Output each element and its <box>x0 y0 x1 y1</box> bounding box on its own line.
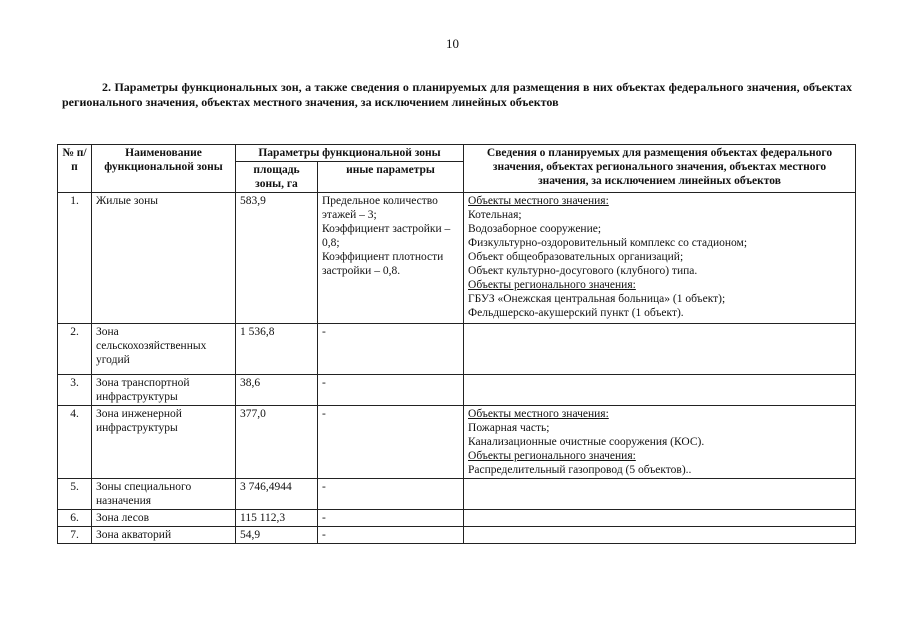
zone-name: Зона акваторий <box>92 527 236 544</box>
table-row <box>58 375 856 406</box>
planned-objects <box>464 193 856 324</box>
zone-area: 3 746,4944 <box>236 479 318 510</box>
object-item: Котельная; <box>468 209 522 221</box>
table-row <box>58 479 856 510</box>
header-other-params: иные параметры <box>318 162 464 193</box>
table-row <box>58 527 856 544</box>
table-row <box>58 406 856 479</box>
zone-area: 54,9 <box>236 527 318 544</box>
zone-area: 1 536,8 <box>236 324 318 375</box>
object-item: Фельдшерско-акушерский пункт (1 объект). <box>468 307 684 319</box>
header-params-group: Параметры функциональной зоны <box>236 145 464 162</box>
zone-other-params: - <box>318 527 464 544</box>
row-number: 6. <box>58 510 92 527</box>
row-number: 5. <box>58 479 92 510</box>
zone-other-params: - <box>318 510 464 527</box>
planned-objects <box>464 479 856 510</box>
zone-name: Зона транспортной инфраструктуры <box>92 375 236 406</box>
planned-objects <box>464 406 856 479</box>
object-item: Объект культурно-досугового (клубного) типа. <box>468 265 698 277</box>
zone-name: Зона лесов <box>92 510 236 527</box>
local-objects-title: Объекты местного значения: <box>468 195 609 207</box>
param-line: Коэффициент плотности застройки – 0,8. <box>322 251 444 277</box>
zone-name: Зоны специального назначения <box>92 479 236 510</box>
zone-area: 38,6 <box>236 375 318 406</box>
regional-objects-title: Объекты регионального значения: <box>468 450 636 462</box>
param-line: Предельное количество этажей – 3; <box>322 195 438 221</box>
table-row <box>58 324 856 375</box>
table-header-row <box>58 145 856 162</box>
object-item: Объект общеобразовательных организаций; <box>468 251 684 263</box>
page-number: 10 <box>446 36 459 51</box>
zone-other-params <box>318 193 464 324</box>
object-item: Физкультурно-оздоровительный комплекс со стадионом; <box>468 237 748 249</box>
param-line: Коэффициент застройки – 0,8; <box>322 223 451 249</box>
zone-other-params: - <box>318 479 464 510</box>
object-item: Распределительный газопровод (5 объектов).. <box>468 464 692 476</box>
regional-objects-title: Объекты регионального значения: <box>468 279 636 291</box>
row-number: 3. <box>58 375 92 406</box>
header-planned-objects: Сведения о планируемых для размещения объектах федерального значения, объектах регионального значения, объектах местного значения, за исключением линейных объектов <box>464 145 856 193</box>
zone-name: Жилые зоны <box>92 193 236 324</box>
zones-table <box>57 144 856 544</box>
row-number: 7. <box>58 527 92 544</box>
planned-objects <box>464 324 856 375</box>
zone-name: Зона инженерной инфраструктуры <box>92 406 236 479</box>
object-item: ГБУЗ «Онежская центральная больница» (1 объект); <box>468 293 726 305</box>
planned-objects <box>464 510 856 527</box>
planned-objects <box>464 375 856 406</box>
zone-other-params: - <box>318 324 464 375</box>
zone-other-params: - <box>318 375 464 406</box>
header-num: № п/п <box>58 145 92 193</box>
local-objects-title: Объекты местного значения: <box>468 408 609 420</box>
zone-name: Зона сельскохозяйственных угодий <box>92 324 236 375</box>
object-item: Канализационные очистные сооружения (КОС). <box>468 436 705 448</box>
row-number: 4. <box>58 406 92 479</box>
zone-area: 115 112,3 <box>236 510 318 527</box>
table-row <box>58 510 856 527</box>
table-row <box>58 193 856 324</box>
zone-area: 583,9 <box>236 193 318 324</box>
header-area: площадь зоны, га <box>236 162 318 193</box>
zone-other-params: - <box>318 406 464 479</box>
row-number: 2. <box>58 324 92 375</box>
header-zone-name: Наименование функциональной зоны <box>92 145 236 193</box>
planned-objects <box>464 527 856 544</box>
section-heading: 2. Параметры функциональных зон, а также сведения о планируемых для размещения в них объектах федерального значения, объектах регионального значения, объектах местного значения, за исключением линейных объектов <box>62 80 852 109</box>
object-item: Водозаборное сооружение; <box>468 223 602 235</box>
row-number: 1. <box>58 193 92 324</box>
object-item: Пожарная часть; <box>468 422 550 434</box>
zone-area: 377,0 <box>236 406 318 479</box>
